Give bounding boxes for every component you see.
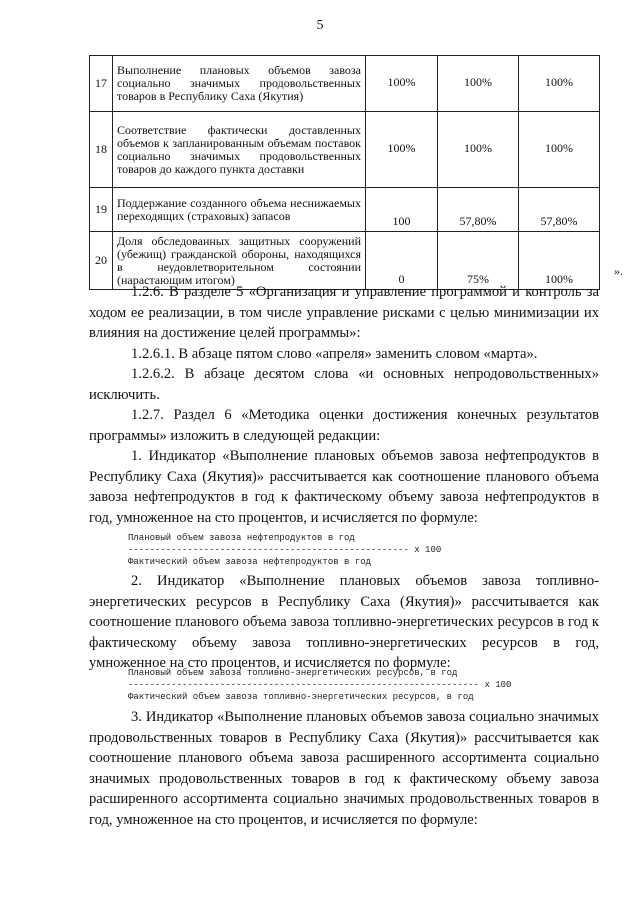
indicator-1-text: 1. Индикатор «Выполнение плановых объемов завоза нефтепродуктов в Республику Саха (Якутия)» рассчитывается как соотношение планового объема завоза нефтепродуктов в год к фактическому объему завоза нефтепродуктов в год, умноженное на сто процентов, и исчисляется по формуле: [89,448,599,526]
value-cell: 100% [438,56,519,112]
value-cell: 100% [519,112,600,188]
paragraph-1-2-7: 1.2.7. Раздел 6 «Методика оценки достижения конечных результатов программы» изложить в следующей редакции: [89,407,599,444]
formula-2-fraction-line: ----------------------------------------------------------------- x 100 [128,680,512,690]
value-cell: 0 [366,232,438,290]
indicator-3-text: 3. Индикатор «Выполнение плановых объемов завоза социально значимых продовольственных товаров в Республику Саха (Якутия)» рассчитывается как соотношение планового объема завоза расширенного ассортимента социально значимых продовольственных товаров в год к фактическому объему завоза расширенного ассортимента социально значимых продовольственных товаров в год, умноженное на сто процентов, и исчисляется по формуле: [89,709,599,828]
closing-quote: ». [614,264,623,278]
formula-1-denominator: Фактический объем завоза нефтепродуктов в год [128,557,372,567]
paragraph-1-2-6: 1.2.6. В разделе 5 «Организация и управление программой и контроль за ходом ее реализации, в том числе управление рисками с целью минимизации их влияния на достижение целей программы»: [89,284,599,341]
value-cell: 100 [366,188,438,232]
value-cell: 100% [366,112,438,188]
value-cell: 57,80% [438,188,519,232]
value-cell: 100% [519,56,600,112]
formula-1 [128,532,441,568]
value-cell: 100% [438,112,519,188]
indicator-description: Выполнение плановых объемов завоза социально значимых продовольственных товаров в Республику Саха (Якутия) [113,56,366,112]
row-number: 20 [90,232,113,290]
row-number: 17 [90,56,113,112]
amendment-block-3 [89,707,599,830]
table-row [90,188,600,232]
formula-2 [128,667,511,703]
indicator-description: Поддержание созданного объема неснижаемых переходящих (страховых) запасов [113,188,366,232]
indicators-table [89,55,600,290]
formula-1-fraction-line: ---------------------------------------------------- x 100 [128,545,442,555]
row-number: 18 [90,112,113,188]
page-number: 5 [316,18,324,33]
value-cell: 75% [438,232,519,290]
formula-1-numerator: Плановый объем завоза нефтепродуктов в год [128,533,355,543]
amendment-block-1 [89,282,599,528]
indicator-description: Соответствие фактически доставленных объемов к запланированным объемам поставок социально значимых продовольственных товаров до каждого пункта доставки [113,112,366,188]
formula-2-denominator: Фактический объем завоза топливно-энергетических ресурсов, в год [128,692,474,702]
paragraph-1-2-6-1: 1.2.6.1. В абзаце пятом слово «апреля» заменить словом «марта». [131,345,538,362]
paragraph-1-2-6-2: 1.2.6.2. В абзаце десятом слова «и основных непродовольственных» исключить. [89,366,599,403]
value-cell: 100% [519,232,600,290]
table-row [90,112,600,188]
indicator-2-text: 2. Индикатор «Выполнение плановых объемов завоза топливно-энергетических ресурсов в Республику Саха (Якутия)» рассчитывается как соотношение планового объема завоза топливно-энергетических ресурсов в год к фактическому объему завоза топливно-энергетических ресурсов в год, умноженное на сто процентов, и исчисляется по формуле: [89,573,599,671]
value-cell: 57,80% [519,188,600,232]
amendment-block-2 [89,571,599,674]
indicator-description: Доля обследованных защитных сооружений (убежищ) гражданской обороны, находящихся в неудовлетворительном состоянии (нарастающим итогом) [113,232,366,290]
table-row [90,232,600,290]
row-number: 19 [90,188,113,232]
table-row [90,56,600,112]
formula-2-numerator: Плановый объем завоза топливно-энергетических ресурсов, в год [128,668,458,678]
value-cell: 100% [366,56,438,112]
